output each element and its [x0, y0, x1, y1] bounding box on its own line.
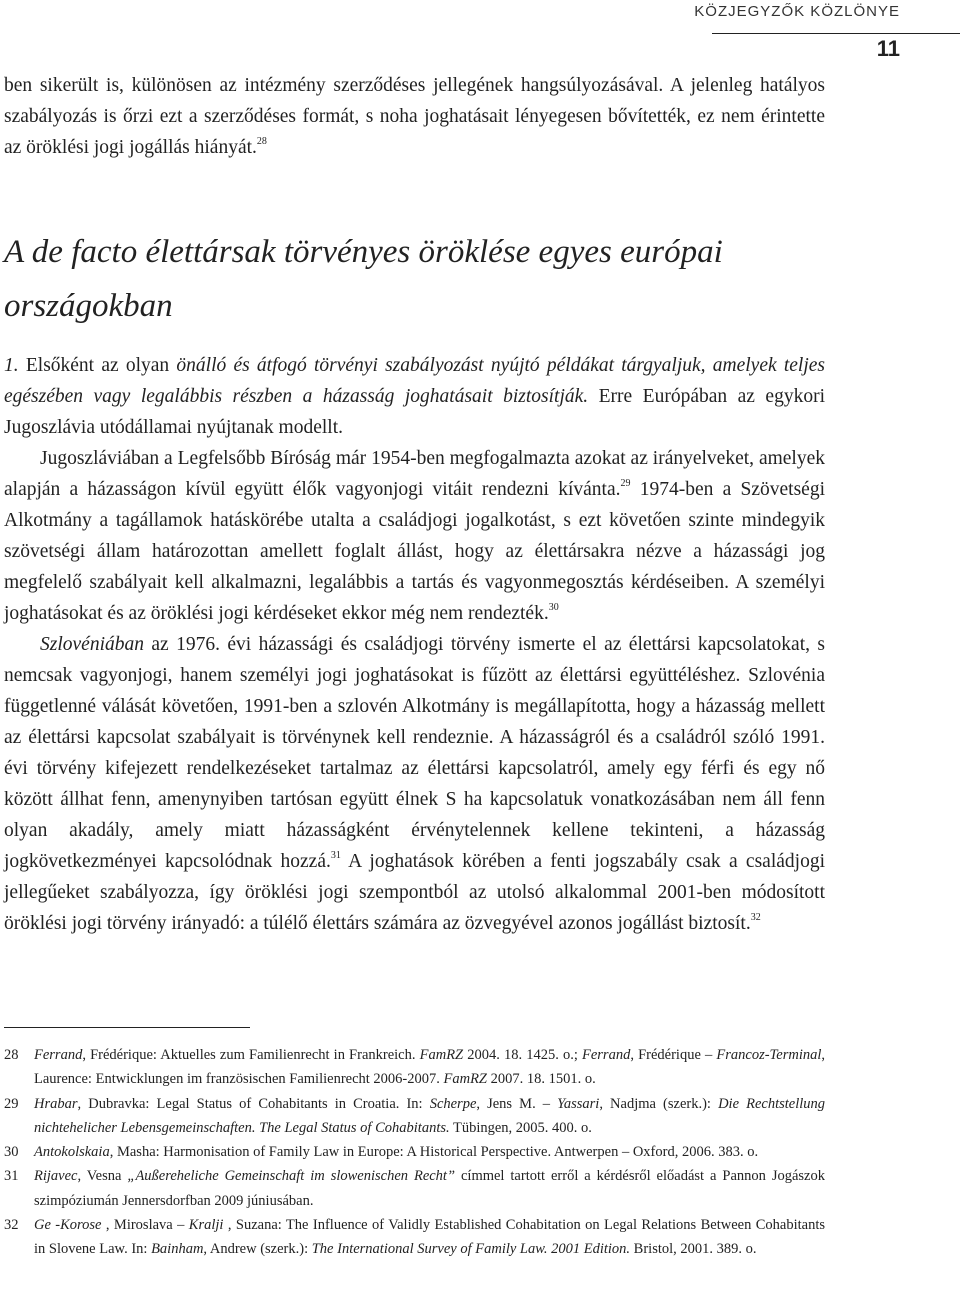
footnote-segment: , Miroslava – — [101, 1217, 189, 1234]
footnote-italic-segment: FamRZ — [419, 1047, 464, 1063]
slovenia-paragraph — [4, 629, 825, 939]
footnote-segment: 2004. 18. 1425. o.; — [463, 1047, 582, 1063]
footnote-italic-segment: Ferrand — [34, 1047, 83, 1063]
footnote-separator — [4, 1027, 250, 1028]
footnote-number: 28 — [4, 1047, 19, 1063]
slovenia-emphasis: Szlovéniában — [40, 634, 144, 655]
footnote-number: 32 — [4, 1217, 19, 1234]
footnote-italic-segment: Yassari — [557, 1095, 600, 1112]
yugoslavia-text-2: 1974-ben a Szövetségi Alkotmány a tagállamok hatáskörébe utalta a családjogi jogalkotást, s ezt követően szinte mindegyik szövetségi állam határozottan amellett foglalt állást, hogy az élettársakra nézve a házassági jog megfelelő szabályait kell alkalmazni, legalábbis a tartás és vagyonmegosztás kérdéseiben. A személyi joghatásokat és az öröklési jogi kérdéseket ekkor még nem rendezték. — [4, 479, 825, 624]
section1-number: 1. — [4, 355, 26, 376]
header-rule — [712, 33, 960, 34]
footnote-segment: Tübingen, 2005. 400. o. — [449, 1119, 592, 1136]
section-heading: A de facto élettársak törvényes öröklése egyes európai országokban — [4, 234, 723, 324]
footnote-italic-segment: The International Survey of Family Law. 2001 Edition. — [311, 1241, 631, 1258]
footnote-italic-segment: Ferrand — [582, 1047, 631, 1063]
footnote-italic-segment: Hrabar — [34, 1095, 78, 1112]
footnote-italic-segment: Kralji — [188, 1217, 224, 1234]
intro-text: ben sikerült is, különösen az intézmény szerződéses jellegének hangsúlyozásával. A jelenleg hatályos szabályozás is őrzi ezt a szerződéses formát, s noha joghatásait lényegesen bővítették, ez nem érintette az öröklési jogi jogállás hiányát. — [4, 75, 825, 158]
footnote-segment: , Nadjma (szerk.): — [599, 1095, 719, 1112]
footnote-32 — [4, 1213, 825, 1262]
footnote-number: 30 — [4, 1144, 19, 1161]
footnote-italic-segment: Francoz-Terminal — [716, 1047, 822, 1063]
footnote-text — [34, 1213, 825, 1262]
footnote-ref-31[interactable]: 31 — [330, 850, 341, 861]
footnote-italic-segment: Die Rechtstellung nichtehelicher Lebensgemeinschaften. The Legal Status of Cohabitants. — [34, 1095, 826, 1136]
footnote-segment: 2007. 18. 1501. o. — [487, 1071, 596, 1088]
footnote-segment: , Masha: Harmonisation of Family Law in Europe: A Historical Perspective. Antwerpen – Oxford, 2006. 383. o. — [109, 1144, 759, 1161]
footnote-ref-29[interactable]: 29 — [620, 478, 631, 489]
footnote-segment: címmel tartott erről a kérdésről előadást a Pannon Jogászok szimpóziumán Jennersdorfban 2009 júniusában. — [34, 1168, 825, 1209]
footnote-segment: , Frédérique: Aktuelles zum Familienrecht in Frankreich. — [82, 1047, 420, 1063]
footnote-30 — [4, 1140, 825, 1164]
footnote-segment: , Jens M. – — [476, 1095, 558, 1112]
main-body — [4, 350, 825, 939]
footnote-ref-32[interactable]: 32 — [750, 912, 761, 923]
page-number: 11 — [876, 36, 900, 61]
footnote-text — [34, 1092, 825, 1141]
footnote-text — [34, 1043, 825, 1092]
section1-paragraph — [4, 350, 825, 443]
slovenia-text-1: az 1976. évi házassági és családjogi törvény ismerte el az élettársi kapcsolatokat, s nemcsak vagyonjogi, hanem személyi jogi joghatásokat is fűzött az élettársi együttéléshez. Szlovénia függetlenné válását követően, 1991-ben a szlovén Alkotmány is megállapította, hogy a házasság mellett az élettársi kapcsolat szabályait is törvénynek kell rendeznie. A házasságról és a családról szóló 1991. évi törvény kifejezett rendelkezéseket tartalmaz az élettársi kapcsolatról, amely egy férfi és egy nő között állhat fenn, amenynyiben tartósan együtt élnek S ha kapcsolatuk vonatkozásában nem áll fenn olyan akadály, amely miatt házasságként érvénytelennek kellene tekinteni, a házasság jogkövetkezményei kapcsolódnak hozzá. — [4, 634, 825, 872]
footnote-segment: , Frédérique – — [630, 1047, 717, 1063]
footnote-number: 31 — [4, 1168, 19, 1185]
footnotes-list — [4, 1043, 825, 1262]
section1-lead: Elsőként az olyan — [25, 355, 177, 376]
footnote-31 — [4, 1164, 825, 1213]
footnote-29 — [4, 1092, 825, 1141]
footnote-number: 29 — [4, 1095, 19, 1112]
footnote-segment: , Laurence: Entwicklungen im französischen Familienrecht 2006-2007. — [34, 1047, 826, 1088]
intro-paragraph — [4, 70, 825, 163]
footnote-segment: , Suzana: The Influence of Validly Established Cohabitation on Legal Relations Between Cohabitants in Slovene Law. In: — [34, 1217, 825, 1258]
footnote-segment: Bristol, 2001. 389. o. — [630, 1241, 757, 1258]
footnote-italic-segment: Ge -Korose — [34, 1217, 102, 1234]
footnote-ref-28[interactable]: 28 — [256, 136, 267, 147]
footnote-text — [34, 1140, 825, 1164]
footnote-segment: , Andrew (szerk.): — [203, 1241, 312, 1258]
footnote-italic-segment: Bainham — [151, 1241, 204, 1258]
footnote-italic-segment: Antokolskaia — [34, 1144, 110, 1161]
footnote-italic-segment: FamRZ — [443, 1071, 487, 1088]
section1-rest: Erre Európában az egykori Jugoszlávia utódállamai nyújtanak modellt. — [4, 386, 825, 438]
journal-title: KÖZJEGYZŐK KÖZLÖNYE — [694, 3, 900, 20]
footnote-ref-30[interactable]: 30 — [548, 602, 559, 613]
yugoslavia-text-1: Jugoszláviában a Legfelsőbb Bíróság már 1954-ben megfogalmazta azokat az irányelveket, amelyek alapján a házasságon kívül együtt élők vagyonjogi vitáit rendezni kívánta. — [4, 448, 825, 500]
section1-emphasis: önálló és átfogó törvényi szabályozást nyújtó példákat tárgyaljuk, amelyek teljes egészében vagy legalábbis részben a házasság joghatásait biztosítják. — [4, 355, 826, 407]
footnote-italic-segment: Scherpe — [429, 1095, 477, 1112]
footnote-segment: , Vesna — [77, 1168, 128, 1185]
footnote-italic-segment: Rijavec — [34, 1168, 78, 1185]
footnote-text — [34, 1164, 825, 1213]
footnote-28 — [4, 1043, 825, 1092]
yugoslavia-paragraph — [4, 443, 825, 629]
slovenia-text-2: A joghatások körében a fenti jogszabály csak a családjogi jellegűeket szabályozza, így öröklési jogi szempontból az utolsó alkalommal 2001-ben módosított öröklési jogi törvény irányadó: a túlélő élettárs számára az özvegyével azonos jogállást biztosít. — [4, 851, 825, 934]
footnote-segment: , Dubravka: Legal Status of Cohabitants in Croatia. In: — [77, 1095, 430, 1112]
footnote-italic-segment: „Außereheliche Gemeinschaft im slowenischen Recht” — [127, 1168, 456, 1185]
